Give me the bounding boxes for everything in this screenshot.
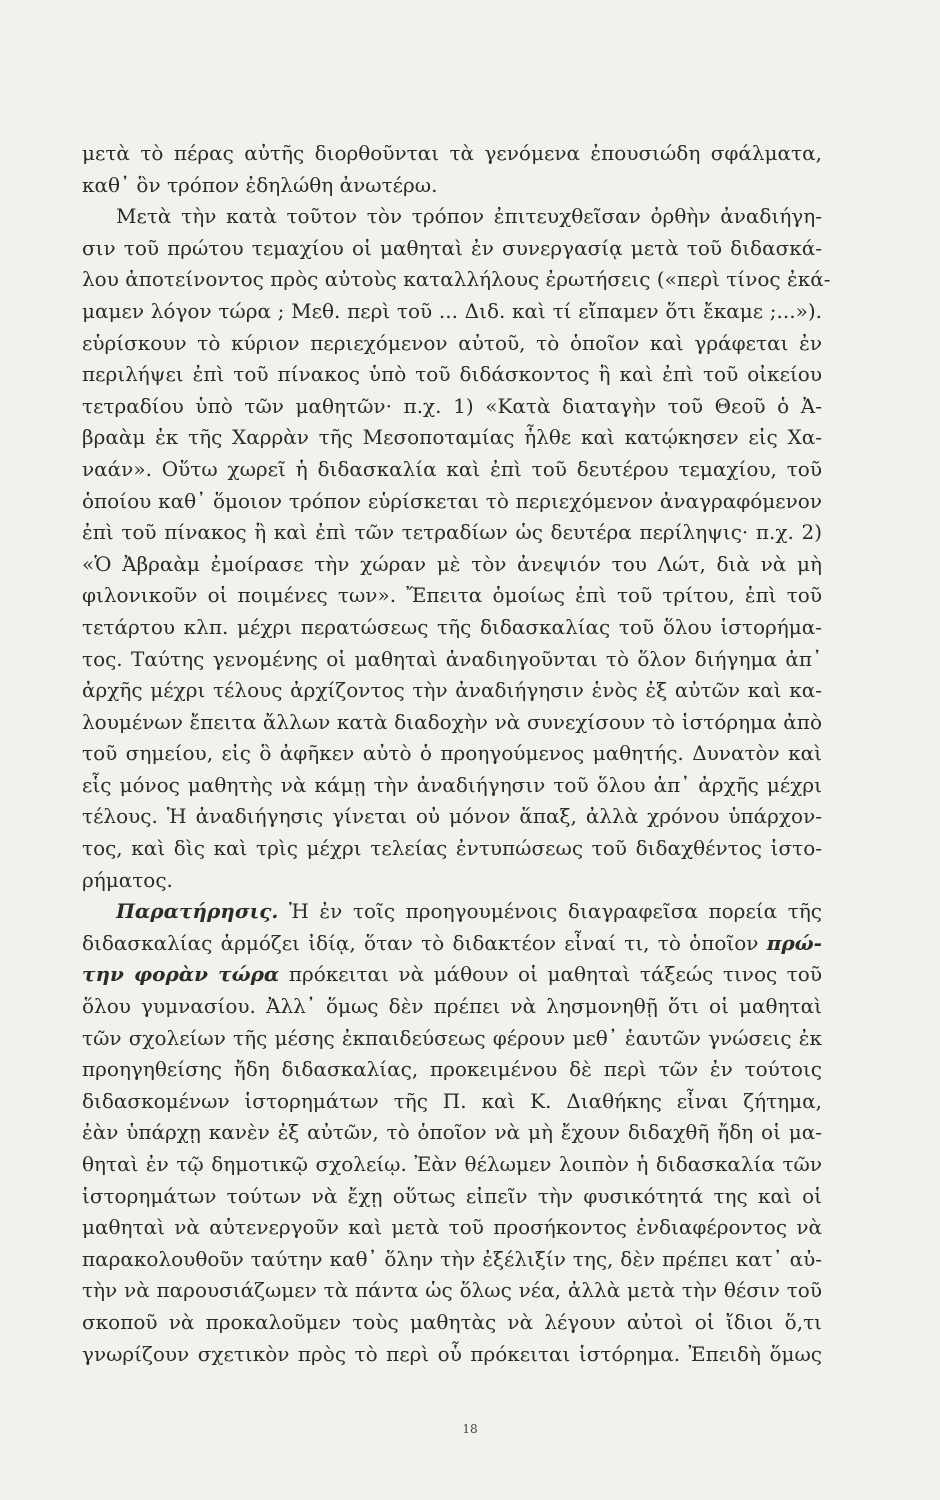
text-line: παρακολουθοῦν ταύτην καθ᾽ ὅλην τὴν ἐξέλιξίν της, δὲν πρέπει κατ᾽ αὐ- <box>82 1246 822 1271</box>
text-line: μαμεν λόγον τώρα ; Μεθ. περὶ τοῦ ... Διδ. καὶ τί εἴπαμεν ὅτι ἔκαμε ;...»). <box>82 298 822 323</box>
text-line: προηγηθείσης ἤδη διδασκαλίας, προκειμένου δὲ περὶ τῶν ἐν τούτοις <box>82 1057 822 1082</box>
emphasis-text: πρώ- <box>766 930 822 955</box>
text-line: ἀρχῆς μέχρι τέλους ἀρχίζοντος τὴν ἀναδιήγησιν ἑνὸς ἐξ αὐτῶν καὶ κα- <box>82 678 822 703</box>
text-line: λου ἀποτείνοντος πρὸς αὐτοὺς καταλλήλους ἐρωτήσεις («περὶ τίνος ἐκά- <box>82 267 831 292</box>
text-line: μετὰ τὸ πέρας αὐτῆς διορθοῦνται τὰ γενόμενα ἐπουσιώδη σφάλματα, <box>82 141 822 165</box>
text-line: ρήματος. <box>82 867 173 892</box>
text-line: καθ᾽ ὃν τρόπον ἐδηλώθη ἀνωτέρω. <box>82 172 438 197</box>
paragraph-start-line: Μετὰ τὴν κατὰ τοῦτον τὸν τρόπον ἐπιτευχθεῖσαν ὀρθὴν ἀναδιήγη- <box>116 204 822 229</box>
text-line: φιλονικοῦν οἱ ποιμένες των». Ἔπειτα ὁμοίως ἐπὶ τοῦ τρίτου, ἐπὶ τοῦ <box>82 583 822 608</box>
page-number: 18 <box>462 1422 478 1436</box>
text-line: ναάν». Οὕτω χωρεῖ ἡ διδασκαλία καὶ ἐπὶ τοῦ δευτέρου τεμαχίου, τοῦ <box>82 456 822 481</box>
text-line: ὁποίου καθ᾽ ὅμοιον τρόπον εὑρίσκεται τὸ περιεχόμενον ἀναγραφόμενον <box>82 488 822 513</box>
text-span: διδασκαλίας ἁρμόζει ἰδίᾳ, ὅταν τὸ διδακτέον εἶναί τι, τὸ ὁποῖον <box>82 930 767 955</box>
paragraph-start-line <box>82 896 822 928</box>
text-line <box>82 928 822 960</box>
text-line: τετραδίου ὑπὸ τῶν μαθητῶν· π.χ. 1) «Κατὰ διαταγὴν τοῦ Θεοῦ ὁ Ἀ- <box>82 393 822 418</box>
text-line: βραὰμ ἐκ τῆς Χαρρὰν τῆς Μεσοποταμίας ἦλθε καὶ κατῴκησεν εἰς Χα- <box>82 425 822 450</box>
text-line: διδασκομένων ἱστορημάτων τῆς Π. καὶ Κ. Διαθήκης εἶναι ζήτημα, <box>82 1088 822 1113</box>
text-line: τὴν νὰ παρουσιάζωμεν τὰ πάντα ὡς ὅλως νέα, ἀλλὰ μετὰ τὴν θέσιν τοῦ <box>82 1278 822 1303</box>
text-span: Ἡ ἐν τοῖς προηγουμένοις διαγραφεῖσα πορεία τῆς <box>278 899 822 924</box>
text-line: ὅλου γυμνασίου. Ἀλλ᾽ ὅμως δὲν πρέπει νὰ λησμονηθῇ ὅτι οἱ μαθηταὶ <box>82 994 822 1019</box>
text-line: εὑρίσκουν τὸ κύριον περιεχόμενον αὐτοῦ, τὸ ὁποῖον καὶ γράφεται ἐν <box>82 330 822 355</box>
text-span: πρόκειται νὰ μάθουν οἱ μαθηταὶ τάξεώς τινος τοῦ <box>279 962 822 987</box>
text-line: μαθηταὶ νὰ αὐτενεργοῦν καὶ μετὰ τοῦ προσήκοντος ἐνδιαφέροντος νὰ <box>82 1215 822 1240</box>
text-line: ἐπὶ τοῦ πίνακος ἢ καὶ ἐπὶ τῶν τετραδίων ὡς δευτέρα περίληψις· π.χ. 2) <box>82 520 822 545</box>
text-line: γνωρίζουν σχετικὸν πρὸς τὸ περὶ οὗ πρόκειται ἱστόρημα. Ἐπειδὴ ὅμως <box>82 1341 822 1366</box>
text-line: τος. Ταύτης γενομένης οἱ μαθηταὶ ἀναδιηγοῦνται τὸ ὅλον διήγημα ἀπ᾽ <box>82 646 822 671</box>
text-line: «Ὁ Ἀβραὰμ ἐμοίρασε τὴν χώραν μὲ τὸν ἀνεψιόν του Λώτ, διὰ νὰ μὴ <box>82 551 822 576</box>
text-line: εἷς μόνος μαθητὴς νὰ κάμῃ τὴν ἀναδιήγησιν τοῦ ὅλου ἀπ᾽ ἀρχῆς μέχρι <box>82 772 822 797</box>
text-line: τοῦ σημείου, εἰς ὃ ἀφῆκεν αὐτὸ ὁ προηγούμενος μαθητής. Δυνατὸν καὶ <box>82 741 822 766</box>
emphasis-text: την φορὰν τώρα <box>82 962 280 987</box>
text-line: σκοποῦ νὰ προκαλοῦμεν τοὺς μαθητὰς νὰ λέγουν αὐτοὶ οἱ ἴδιοι ὅ,τι <box>82 1309 822 1334</box>
text-line <box>82 959 822 991</box>
text-line: ἱστορημάτων τούτων νὰ ἔχῃ οὕτως εἰπεῖν τὴν φυσικότητά της καὶ οἱ <box>82 1183 822 1208</box>
text-line: θηταὶ ἐν τῷ δημοτικῷ σχολείῳ. Ἐὰν θέλωμεν λοιπὸν ἡ διδασκαλία τῶν <box>82 1152 822 1176</box>
body-text <box>82 138 831 1370</box>
paratirisis-heading: Παρατήρησις. <box>116 899 279 924</box>
text-line: τος, καὶ δὶς καὶ τρὶς μέχρι τελείας ἐντυπώσεως τοῦ διδαχθέντος ἱστο- <box>82 836 822 861</box>
text-line: τετάρτου κλπ. μέχρι περατώσεως τῆς διδασκαλίας τοῦ ὅλου ἱστορήμα- <box>82 614 822 639</box>
text-line: τῶν σχολείων τῆς μέσης ἐκπαιδεύσεως φέρουν μεθ᾽ ἑαυτῶν γνώσεις ἐκ <box>82 1025 822 1050</box>
text-line: τέλους. Ἡ ἀναδιήγησις γίνεται οὐ μόνον ἅπαξ, ἀλλὰ χρόνου ὑπάρχον- <box>82 804 822 829</box>
text-line: ἐὰν ὑπάρχῃ κανὲν ἐξ αὐτῶν, τὸ ὁποῖον νὰ μὴ ἔχουν διδαχθῆ ἤδη οἱ μα- <box>82 1120 822 1145</box>
text-line: περιλήψει ἐπὶ τοῦ πίνακος ὑπὸ τοῦ διδάσκοντος ἢ καὶ ἐπὶ τοῦ οἰκείου <box>82 362 822 387</box>
text-line: σιν τοῦ πρώτου τεμαχίου οἱ μαθηταὶ ἐν συνεργασίᾳ μετὰ τοῦ διδασκά- <box>82 235 822 260</box>
text-line: λουμένων ἔπειτα ἄλλων κατὰ διαδοχὴν νὰ συνεχίσουν τὸ ἱστόρημα ἀπὸ <box>82 709 822 734</box>
